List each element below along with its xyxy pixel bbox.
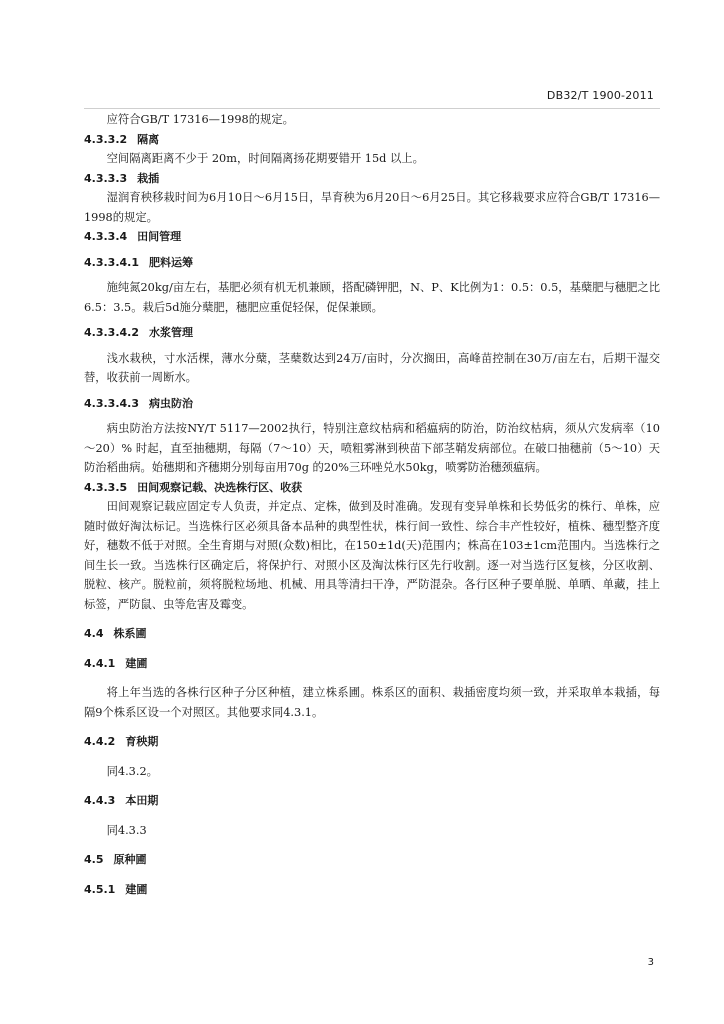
section-number: 4.3.3.4.2: [84, 326, 139, 339]
section-number: 4.4.3: [84, 794, 116, 807]
paragraph-seedling-stage: 同4.3.2。: [106, 764, 158, 778]
section-heading-4-4: [84, 624, 660, 644]
section-heading-4-3-3-4: [84, 227, 660, 247]
section-number: 4.3.3.3: [84, 171, 128, 185]
paragraph-fertilizer: 施纯氮20kg/亩左右，基肥必须有机无机兼顾，搭配磷钾肥，N、P、K比例为1：0.5：0.5，基蘖肥与穗肥之比6.5：3.5。栽后5d施分蘖肥，穗肥应重促轻保，促保兼顾。: [84, 281, 660, 314]
paragraph-transplanting: 湿润育秧移栽时间为6月10日～6月15日，旱育秧为6月20日～6月25日。其它移栽要求应符合GB/T 17316—1998的规定。: [84, 191, 660, 224]
section-number: 4.3.3.5: [84, 480, 128, 494]
section-number: 4.5.1: [84, 882, 116, 896]
section-heading-4-5-1: [84, 880, 660, 900]
section-heading-4-4-1: [84, 654, 660, 674]
paragraph-water: 浅水栽秧，寸水活棵，薄水分蘖，茎蘖数达到24万/亩时，分次搁田，高峰苗控制在30万/亩左右，后期干湿交替，收获前一周断水。: [84, 351, 660, 384]
paragraph-field-stage: 同4.3.3: [106, 823, 147, 837]
section-number: 4.3.3.4.1: [84, 255, 139, 269]
section-number: 4.5: [84, 853, 104, 866]
section-title: 建圃: [125, 882, 148, 896]
section-number: 4.3.3.2: [84, 132, 128, 146]
section-title: 建圃: [125, 656, 148, 670]
section-title: 原种圃: [113, 853, 147, 866]
section-number: 4.4.2: [84, 735, 116, 748]
section-number: 4.4.1: [84, 656, 116, 670]
section-title: 病虫防治: [148, 396, 193, 410]
section-title: 株系圃: [113, 627, 147, 640]
document-body: [84, 110, 660, 899]
section-title: 田间管理: [137, 230, 182, 243]
section-number: 4.3.3.4: [84, 230, 128, 243]
paragraph-field-observation: 田间观察记载应固定专人负责，并定点、定株，做到及时准确。发现有变异单株和长势低劣的株行、单株，应随时做好淘汰标记。当选株行区必须具备本品种的典型性状，株行间一致性、综合丰产性较好，植株、穗型整齐度好，穗数不低于对照。全生育期与对照(众数)相比，在150±1d(天)范围内；株高在103±1cm范围内。当选株行之间生长一致。当选株行区确定后，将保护行、对照小区及淘汰株行区先行收割。逐一对当选行区复核，分区收割、脱粒、核产。脱粒前，须将脱粒场地、机械、用具等清扫干净，严防混杂。各行区种子要单脱、单晒、单藏，挂上标签，严防鼠、虫等危害及霉变。: [84, 500, 660, 611]
section-title: 栽插: [137, 171, 160, 185]
section-title: 田间观察记载、决选株行区、收获: [137, 480, 303, 494]
section-heading-4-3-3-4-1: [84, 253, 660, 273]
section-number: 4.4: [84, 627, 104, 640]
paragraph-pest-control: 病虫防治方法按NY/T 5117—2002执行，特别注意纹枯病和稻瘟病的防治，防治纹枯病，须从穴发病率（10～20）% 时起，直至抽穗期，每隔（7～10）天，喷粗雾淋到秧苗下部茎鞘发病部位。在破口抽穗前（5～10）天防治稻曲病。始穗期和齐穗期分别每亩用70g 的20%三环唑兑水50kg，喷雾防治穗颈瘟病。: [84, 422, 660, 474]
paragraph-isolation: 空间隔离距离不少于 20m，时间隔离扬花期要错开 15d 以上。: [106, 152, 424, 165]
section-title: 水浆管理: [148, 326, 193, 339]
section-heading-4-3-3-4-2: [84, 323, 660, 343]
section-title: 隔离: [137, 132, 160, 146]
document-code: DB32/T 1900-2011: [546, 89, 654, 102]
paragraph-continued: 应符合GB/T 17316—1998的规定。: [106, 113, 294, 126]
section-heading-4-5: [84, 850, 660, 870]
section-heading-4-4-3: [84, 791, 660, 811]
section-heading-4-4-2: [84, 732, 660, 752]
section-number: 4.3.3.4.3: [84, 396, 139, 410]
section-heading-4-3-3-4-3: [84, 394, 660, 414]
section-title: 本田期: [125, 794, 159, 807]
page-number: 3: [647, 957, 654, 968]
paragraph-line-nursery: 将上年当选的各株行区种子分区种植，建立株系圃。株系区的面积、栽插密度均须一致，并采取单本栽插，每隔9个株系区设一个对照区。其他要求同4.3.1。: [84, 686, 660, 719]
section-title: 育秧期: [125, 735, 159, 748]
section-heading-4-3-3-3: [84, 169, 660, 189]
header-divider: [84, 108, 660, 109]
section-heading-4-3-3-2: [84, 130, 660, 150]
section-heading-4-3-3-5: [84, 478, 660, 498]
section-title: 肥料运筹: [148, 255, 193, 269]
